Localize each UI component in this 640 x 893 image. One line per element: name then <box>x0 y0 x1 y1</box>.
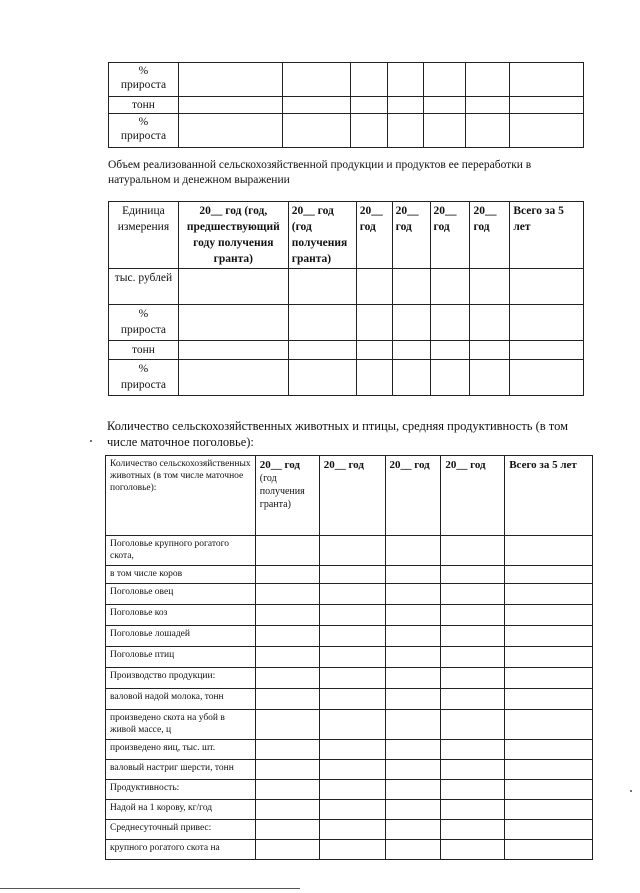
table-header-row <box>106 456 593 536</box>
row-label: Поголовье лошадей <box>106 626 256 647</box>
table-row <box>106 566 593 584</box>
table-row <box>106 668 593 689</box>
row-label: в том числе коров <box>106 566 256 584</box>
header-grant-year: 20__ год (год получения гранта) <box>255 456 319 536</box>
header-year: 20__ год <box>319 456 385 536</box>
row-label: произведено скота на убой в живой массе, ц <box>106 710 256 740</box>
table-row <box>106 584 593 605</box>
row-label: Среднесуточный привес: <box>106 820 256 840</box>
header-year-before-grant: 20__ год (год, предшествующий году получения гранта) <box>178 202 288 269</box>
table-row <box>109 97 584 114</box>
table-row <box>109 63 584 97</box>
row-label: Продуктивность: <box>106 780 256 800</box>
header-total: Всего за 5 лет <box>505 456 593 536</box>
pencil-mark <box>90 440 92 442</box>
table-header-row <box>109 202 584 269</box>
section-caption-sales-volume: Объем реализованной сельскохозяйственной продукции и продуктов ее переработки в натуральном и денежном выражении <box>108 159 532 186</box>
production-volume-table-fragment <box>108 62 584 148</box>
table-row <box>106 536 593 566</box>
header-year: 20__ год <box>430 202 470 269</box>
header-year: 20__ год <box>356 202 392 269</box>
table-row <box>106 626 593 647</box>
table-row <box>106 710 593 740</box>
table-row <box>106 740 593 760</box>
row-label: Поголовье птиц <box>106 647 256 668</box>
row-label: крупного рогатого скота на <box>106 840 256 860</box>
table-row <box>106 760 593 780</box>
header-total: Всего за 5 лет <box>510 202 584 269</box>
table-row <box>106 820 593 840</box>
row-label: тыс. рублей <box>109 269 179 305</box>
row-label: тонн <box>109 97 179 114</box>
row-label: произведено яиц, тыс. шт. <box>106 740 256 760</box>
page-bottom-line <box>0 888 300 889</box>
header-year: 20__ год <box>441 456 505 536</box>
table-row <box>106 840 593 860</box>
pencil-mark <box>630 790 632 792</box>
row-label: Поголовье крупного рогатого скота, <box>106 536 256 566</box>
row-label: тонн <box>109 341 179 360</box>
table-row <box>109 269 584 305</box>
row-label: Надой на 1 корову, кг/год <box>106 800 256 820</box>
row-label: % прироста <box>109 114 179 148</box>
row-label: Поголовье овец <box>106 584 256 605</box>
row-label: % прироста <box>109 63 179 97</box>
row-label: % прироста <box>109 305 179 341</box>
sales-volume-table <box>108 201 584 396</box>
livestock-table <box>105 455 593 860</box>
table-row <box>106 689 593 710</box>
table-row <box>109 305 584 341</box>
header-year: 20__ год <box>392 202 430 269</box>
table-row <box>106 605 593 626</box>
row-label: валовый настриг шерсти, тонн <box>106 760 256 780</box>
header-year: 20__ год <box>385 456 441 536</box>
table-row <box>106 800 593 820</box>
table-row <box>106 647 593 668</box>
section-caption-livestock: Количество сельскохозяйственных животных и птицы, средняя продуктивность (в том числе маточное поголовье): <box>107 419 569 449</box>
row-label: Производство продукции: <box>106 668 256 689</box>
table-row <box>109 341 584 360</box>
header-year: 20__ год <box>470 202 510 269</box>
table-row <box>109 360 584 396</box>
row-label: Поголовье коз <box>106 605 256 626</box>
header-unit: Единица измерения <box>109 202 179 269</box>
table-row <box>106 780 593 800</box>
table-row <box>109 114 584 148</box>
header-grant-year: 20__ год (год получения гранта) <box>288 202 356 269</box>
row-label: % прироста <box>109 360 179 396</box>
header-livestock-label: Количество сельскохозяйственных животных (в том числе маточное поголовье): <box>106 456 256 536</box>
row-label: валовой надой молока, тонн <box>106 689 256 710</box>
